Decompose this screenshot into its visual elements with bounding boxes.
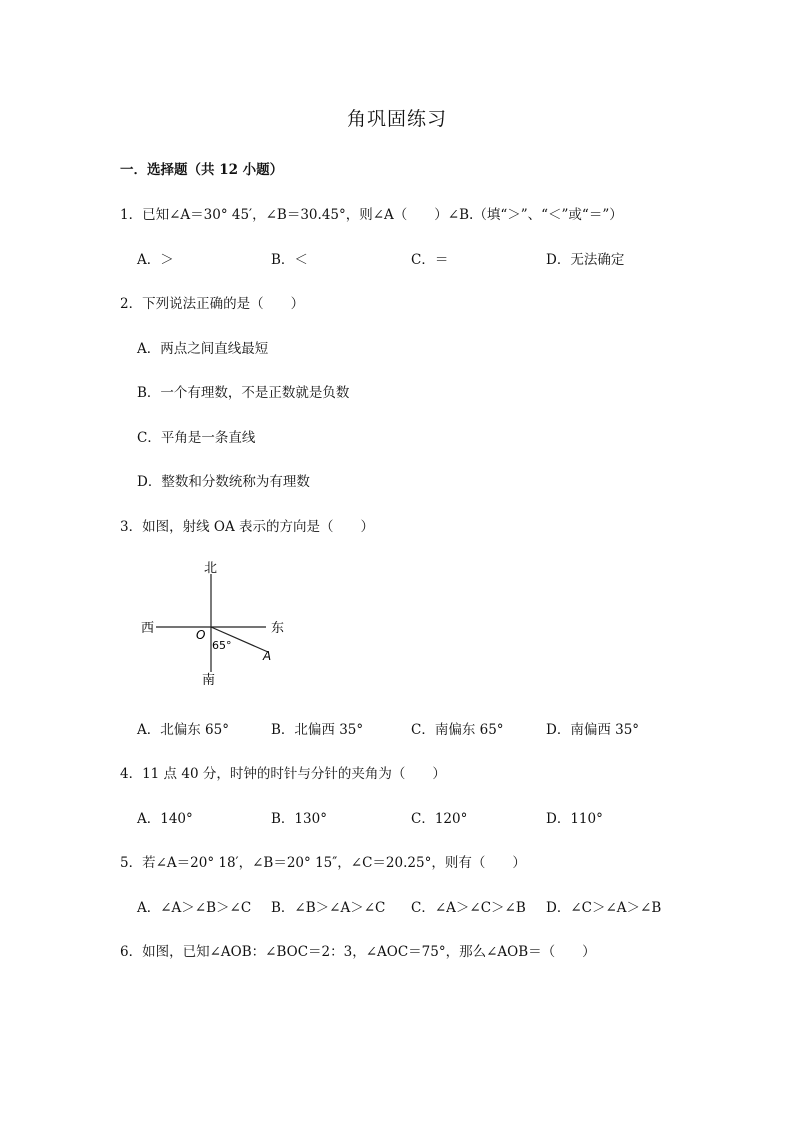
question-2-option-d: D．整数和分数统称为有理数 (137, 474, 310, 490)
north-label: 北 (204, 561, 218, 576)
question-4-option-d: D．110° (546, 811, 603, 827)
question-2-stem: 2．下列说法正确的是（ ） (120, 296, 305, 312)
question-5-option-c: C．∠A＞∠C＞∠B (411, 900, 526, 916)
question-2-option-b: B．一个有理数，不是正数就是负数 (137, 385, 350, 401)
question-1-option-b: B．＜ (271, 252, 308, 268)
page-title: 角巩固练习 (346, 108, 447, 130)
angle-label: 65° (212, 639, 232, 652)
question-3-option-c: C．南偏东 65° (411, 722, 504, 738)
ray-point-label: A (263, 649, 272, 663)
question-1-stem: 1．已知∠A＝30° 45′，∠B＝30.45°，则∠A（ ）∠B.（填“＞”、“＜”或“＝”） (120, 207, 623, 223)
question-5-option-d: D．∠C＞∠A＞∠B (546, 900, 662, 916)
question-3-option-d: D．南偏西 35° (546, 722, 640, 738)
question-4-stem: 4．11 点 40 分，时钟的时针与分针的夹角为（ ） (120, 766, 446, 782)
question-5-option-b: B．∠B＞∠A＞∠C (271, 900, 386, 916)
south-label: 南 (202, 673, 216, 688)
question-4-option-c: C．120° (411, 811, 468, 827)
origin-label: O (196, 628, 206, 642)
question-4-option-a: A．140° (137, 811, 193, 827)
east-label: 东 (271, 621, 285, 636)
question-6-stem: 6．如图，已知∠AOB：∠BOC＝2：3，∠AOC＝75°，那么∠AOB＝（ ） (120, 944, 596, 960)
question-5-stem: 5．若∠A＝20° 18′，∠B＝20° 15″，∠C＝20.25°，则有（ ） (120, 855, 526, 871)
question-2-option-c: C．平角是一条直线 (137, 430, 256, 446)
compass-direction-figure (138, 560, 298, 690)
question-2-option-a: A．两点之间直线最短 (137, 341, 269, 357)
question-5-option-a: A．∠A＞∠B＞∠C (137, 900, 252, 916)
question-4-option-b: B．130° (271, 811, 327, 827)
section-heading: 一．选择题（共 12 小题） (120, 162, 284, 178)
question-1-option-d: D．无法确定 (546, 252, 625, 268)
west-label: 西 (141, 621, 155, 636)
question-1-option-c: C．＝ (411, 252, 449, 268)
question-3-option-b: B．北偏西 35° (271, 722, 364, 738)
question-3-option-a: A．北偏东 65° (137, 722, 229, 738)
question-3-stem: 3．如图，射线 OA 表示的方向是（ ） (120, 519, 374, 535)
question-1-option-a: A．＞ (137, 252, 174, 268)
